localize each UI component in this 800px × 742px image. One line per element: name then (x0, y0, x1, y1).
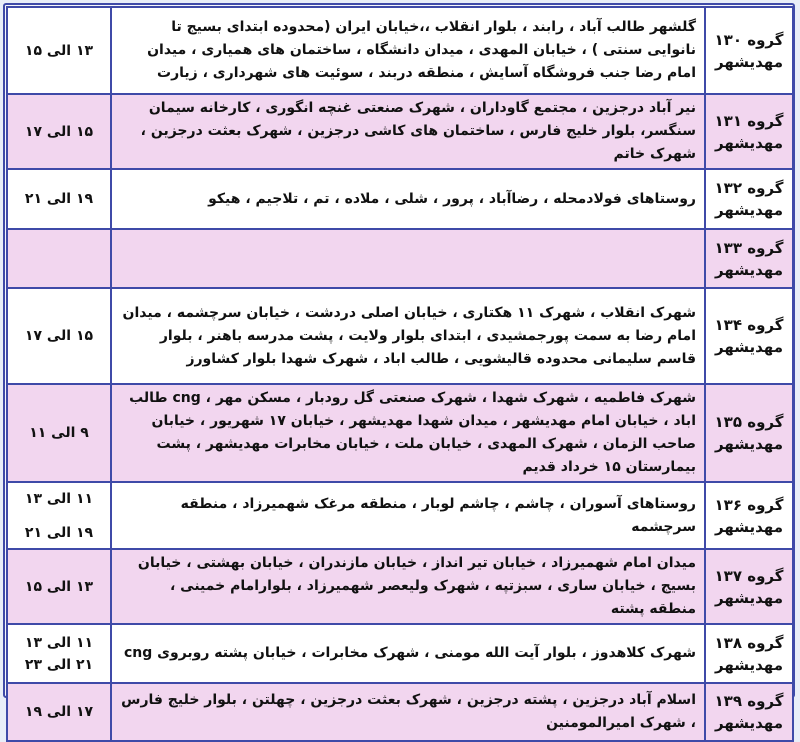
group-cell (705, 482, 793, 549)
group-city: مهدیشهر (715, 435, 783, 453)
time-range: ۹ الی ۱۱ (29, 425, 89, 441)
table-row (7, 229, 793, 288)
time-cell (7, 482, 111, 549)
areas-cell: گلشهر طالب آباد ، رابند ، بلوار انقلاب ،،خیابان ایران (محدوده ابتدای بسیج تا نانوایی سنتی ) ، خیابان المهدی ، میدان دانشگاه ، ساختمان های همیاری ، میدان امام رضا جنب فروشگاه آسایش ، منطقه دربند ، سوئیت های شهرداری ، زیارت (111, 7, 705, 94)
group-cell (705, 683, 793, 741)
group-number: گروه ۱۳۳ (714, 238, 784, 257)
group-city: مهدیشهر (715, 52, 783, 71)
group-city: مهدیشهر (715, 588, 783, 607)
group-number: گروه ۱۳۷ (714, 566, 784, 585)
time-cell (7, 7, 111, 94)
group-city: مهدیشهر (715, 655, 783, 674)
time-range: ۱۹ الی ۲۱ (24, 191, 94, 207)
group-number: گروه ۱۳۱ (714, 111, 784, 130)
time-cell (7, 549, 111, 624)
areas-cell: شهرک انقلاب ، شهرک ۱۱ هکتاری ، خیابان اصلی دردشت ، خیابان سرچشمه ، میدان امام رضا به سمت پورجمشیدی ، ابتدای بلوار ولایت ، پشت مدرسه باهنر ، بلوار قاسم سلیمانی محدوده قالیشویی ، طالب اباد ، شهرک شهدا بلوار کشاورز (111, 288, 705, 384)
group-number: گروه ۱۳۴ (714, 316, 784, 334)
time-range: ۱۵ الی ۱۷ (24, 123, 94, 140)
time-range: ۲۱ الی ۲۳ (24, 656, 94, 673)
group-number: گروه ۱۳۰ (714, 30, 784, 49)
areas-cell: روستاهای فولادمحله ، رضاآباد ، پرور ، شلی ، ملاده ، تم ، تلاجیم ، هیکو (111, 169, 705, 229)
table-row (7, 384, 793, 482)
time-range: ۱۹ الی ۲۱ (24, 524, 94, 541)
group-number: گروه ۱۳۸ (714, 633, 784, 652)
time-range: ۱۱ الی ۱۳ (24, 490, 94, 507)
group-city: مهدیشهر (715, 338, 783, 356)
time-cell (7, 624, 111, 683)
areas-cell: نیر آباد درجزین ، مجتمع گاوداران ، شهرک صنعتی غنچه انگوری ، کارخانه سیمان سنگسر، بلوار خلیج فارس ، ساختمان های کاشی درجزین ، شهرک بعثت درجزین ، شهرک خاتم (111, 94, 705, 169)
time-cell (7, 288, 111, 384)
group-number: گروه ۱۳۵ (714, 413, 784, 431)
group-cell (705, 94, 793, 169)
table-row (7, 169, 793, 229)
time-range: ۱۱ الی ۱۳ (24, 634, 94, 651)
outage-schedule-table (6, 6, 794, 742)
group-city: مهدیشهر (715, 714, 783, 732)
areas-cell: شهرک فاطمیه ، شهرک شهدا ، شهرک صنعتی گل رودبار ، مسکن مهر ، cng طالب اباد ، خیابان امام مهدیشهر ، میدان شهدا مهدیشهر ، خیابان ۱۷ شهریور ، خیابان صاحب الزمان ، شهرک المهدی ، خیابان ملت ، خیابان مخابرات مهدیشهر ، پشت بیمارستان ۱۵ خرداد قدیم (111, 384, 705, 482)
areas-cell: میدان امام شهمیرزاد ، خیابان تیر انداز ، خیابان مازندران ، خیابان بهشتی ، خیابان بسیج ، خیابان ساری ، سبزتپه ، شهرک ولیعصر شهمیرزاد ، بلوارامام خمینی ، منطقه پشته (111, 549, 705, 624)
group-cell (705, 169, 793, 229)
group-number: گروه ۱۳۶ (714, 495, 784, 514)
time-range: ۱۳ الی ۱۵ (24, 578, 94, 595)
areas-cell (111, 229, 705, 288)
table-row (7, 94, 793, 169)
time-cell (7, 683, 111, 741)
time-range: ۱۷ الی ۱۹ (24, 704, 94, 720)
table-row (7, 288, 793, 384)
time-cell (7, 229, 111, 288)
group-cell (705, 549, 793, 624)
group-number: گروه ۱۳۹ (714, 692, 784, 710)
table-row (7, 683, 793, 741)
time-cell (7, 384, 111, 482)
group-city: مهدیشهر (715, 133, 783, 152)
group-number: گروه ۱۳۲ (714, 179, 784, 197)
group-cell (705, 229, 793, 288)
areas-cell: شهرک کلاهدوز ، بلوار آیت الله مومنی ، شهرک مخابرات ، خیابان پشته روبروی cng (111, 624, 705, 683)
time-range: ۱۵ الی ۱۷ (24, 328, 94, 344)
areas-cell: روستاهای آسوران ، چاشم ، چاشم لوبار ، منطقه مرغک شهمیرزاد ، منطقه سرچشمه (111, 482, 705, 549)
time-range: ۱۳ الی ۱۵ (24, 42, 94, 59)
table-row (7, 482, 793, 549)
table-row (7, 549, 793, 624)
group-cell (705, 288, 793, 384)
group-city: مهدیشهر (715, 260, 783, 279)
time-cell (7, 94, 111, 169)
areas-cell: اسلام آباد درجزین ، پشته درجزین ، شهرک بعثت درجزین ، چهلتن ، بلوار خلیج فارس ، شهرک امیرالمومنین (111, 683, 705, 741)
group-cell (705, 624, 793, 683)
time-cell (7, 169, 111, 229)
group-city: مهدیشهر (715, 201, 783, 219)
group-city: مهدیشهر (715, 517, 783, 536)
table-row (7, 7, 793, 94)
group-cell (705, 384, 793, 482)
group-cell (705, 7, 793, 94)
table-row (7, 624, 793, 683)
